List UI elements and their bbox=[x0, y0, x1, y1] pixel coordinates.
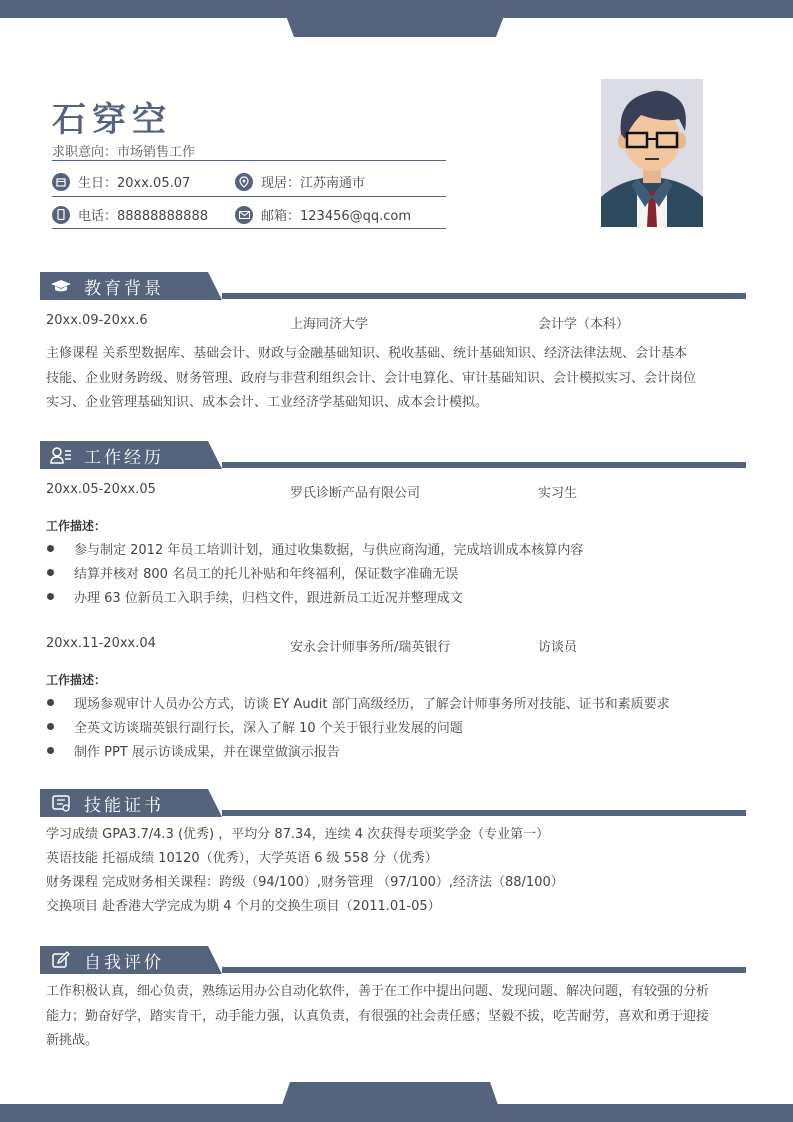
candidate-name: 石穿空 bbox=[52, 100, 172, 140]
section-title-skills: 技能证书 bbox=[84, 795, 164, 816]
self-eval-line: 新挑战。 bbox=[46, 1033, 99, 1048]
list-item: 全英文访谈瑞英银行副行长，深入了解 10 个关于银行业发展的问题 bbox=[46, 714, 766, 738]
job-duty-list bbox=[46, 536, 766, 608]
section-title-self: 自我评价 bbox=[84, 952, 164, 973]
phone-text: 电话：88888888888 bbox=[78, 209, 208, 224]
user-list-icon bbox=[50, 446, 72, 464]
courses-line: 技能、企业财务跨级、财务管理、政府与非营利组织会计、会计电算化、审计基础知识、会计模拟实习、会计岗位 bbox=[46, 370, 697, 386]
edit-icon bbox=[50, 951, 72, 969]
section-title-work: 工作经历 bbox=[84, 447, 164, 468]
bullet-icon bbox=[47, 569, 54, 576]
edu-school: 上海同济大学 bbox=[290, 317, 369, 332]
self-eval-line: 工作积极认真，细心负责，熟练运用办公自动化软件，善于在工作中提出问题、发现问题、解决问题，有较强的分析 bbox=[46, 984, 710, 999]
location-text: 现居：江苏南通市 bbox=[261, 176, 366, 191]
edu-period: 20xx.09-20xx.6 bbox=[46, 313, 148, 328]
job-desc-label: 工作描述： bbox=[46, 673, 107, 687]
top-tab-shape bbox=[0, 0, 793, 40]
section-line bbox=[222, 293, 746, 299]
section-line bbox=[222, 967, 746, 973]
phone-icon bbox=[52, 206, 70, 224]
skill-line: 交换项目 赴香港大学完成为期 4 个月的交换生项目（2011.01-05） bbox=[46, 899, 441, 914]
job-role: 实习生 bbox=[538, 486, 578, 501]
edu-major: 会计学（本科） bbox=[538, 317, 630, 332]
location-info bbox=[235, 172, 365, 191]
divider bbox=[52, 160, 446, 161]
skill-line: 英语技能 托福成绩 10120（优秀），大学英语 6 级 558 分（优秀） bbox=[46, 851, 438, 866]
birth-text: 生日：20xx.05.07 bbox=[78, 176, 191, 191]
courses-line: 主修课程 关系型数据库、基础会计、财政与金融基础知识、税收基础、统计基础知识、经济法律法规、会计基本 bbox=[46, 346, 688, 361]
bullet-icon bbox=[47, 747, 54, 754]
list-item: 现场参观审计人员办公方式，访谈 EY Audit 部门高级经历，了解会计师事务所对技能、证书和素质要求 bbox=[46, 690, 766, 714]
profile-photo bbox=[601, 79, 703, 227]
divider bbox=[52, 196, 446, 197]
skill-line: 学习成绩 GPA3.7/4.3 (优秀) ，平均分 87.34，连续 4 次获得专项奖学金（专业第一） bbox=[46, 827, 550, 842]
list-item: 制作 PPT 展示访谈成果，并在课堂做演示报告 bbox=[46, 738, 766, 762]
list-item: 参与制定 2012 年员工培训计划，通过收集数据，与供应商沟通，完成培训成本核算内容 bbox=[46, 536, 766, 560]
job-role: 访谈员 bbox=[538, 640, 578, 655]
job-duty-list bbox=[46, 690, 766, 762]
section-title-education: 教育背景 bbox=[84, 278, 164, 299]
edu-courses bbox=[46, 342, 766, 416]
phone-info bbox=[52, 205, 208, 224]
self-eval-text bbox=[46, 980, 766, 1054]
job-company: 安永会计师事务所/瑞英银行 bbox=[290, 640, 451, 655]
calendar-icon bbox=[52, 173, 70, 191]
divider bbox=[52, 228, 446, 229]
bullet-icon bbox=[47, 545, 54, 552]
job-intent: 求职意向：市场销售工作 bbox=[52, 145, 196, 160]
skills-list bbox=[46, 823, 766, 919]
list-item: 办理 63 位新员工入职手续，归档文件，跟进新员工近况并整理成文 bbox=[46, 584, 766, 608]
skill-line: 财务课程 完成财务相关课程：跨级（94/100）,财务管理 （97/100）,经济法（88/100） bbox=[46, 875, 564, 890]
bullet-icon bbox=[47, 723, 54, 730]
job-company: 罗氏诊断产品有限公司 bbox=[290, 486, 421, 501]
graduation-cap-icon bbox=[50, 279, 72, 293]
bullet-icon bbox=[47, 699, 54, 706]
job-period: 20xx.05-20xx.05 bbox=[46, 482, 156, 497]
birth-info bbox=[52, 172, 190, 191]
bottom-tab-shape bbox=[0, 1082, 793, 1122]
email-info bbox=[235, 205, 411, 224]
section-line bbox=[222, 462, 746, 468]
section-line bbox=[222, 810, 746, 816]
mail-icon bbox=[235, 206, 253, 224]
job-desc-label: 工作描述： bbox=[46, 519, 107, 533]
email-text: 邮箱：123456@qq.com bbox=[261, 209, 412, 224]
self-eval-line: 能力；勤奋好学，踏实肯干，动手能力强，认真负责，有很强的社会责任感；坚毅不拔，吃苦耐劳，喜欢和勇于迎接 bbox=[46, 1008, 710, 1024]
list-item: 结算并核对 800 名员工的托儿补贴和年终福利，保证数字准确无误 bbox=[46, 560, 766, 584]
location-pin-icon bbox=[235, 173, 253, 191]
courses-line: 实习、企业管理基础知识、成本会计、工业经济学基础知识、成本会计模拟。 bbox=[46, 395, 489, 410]
bullet-icon bbox=[47, 593, 54, 600]
certificate-icon bbox=[50, 794, 72, 812]
job-period: 20xx.11-20xx.04 bbox=[46, 636, 156, 651]
